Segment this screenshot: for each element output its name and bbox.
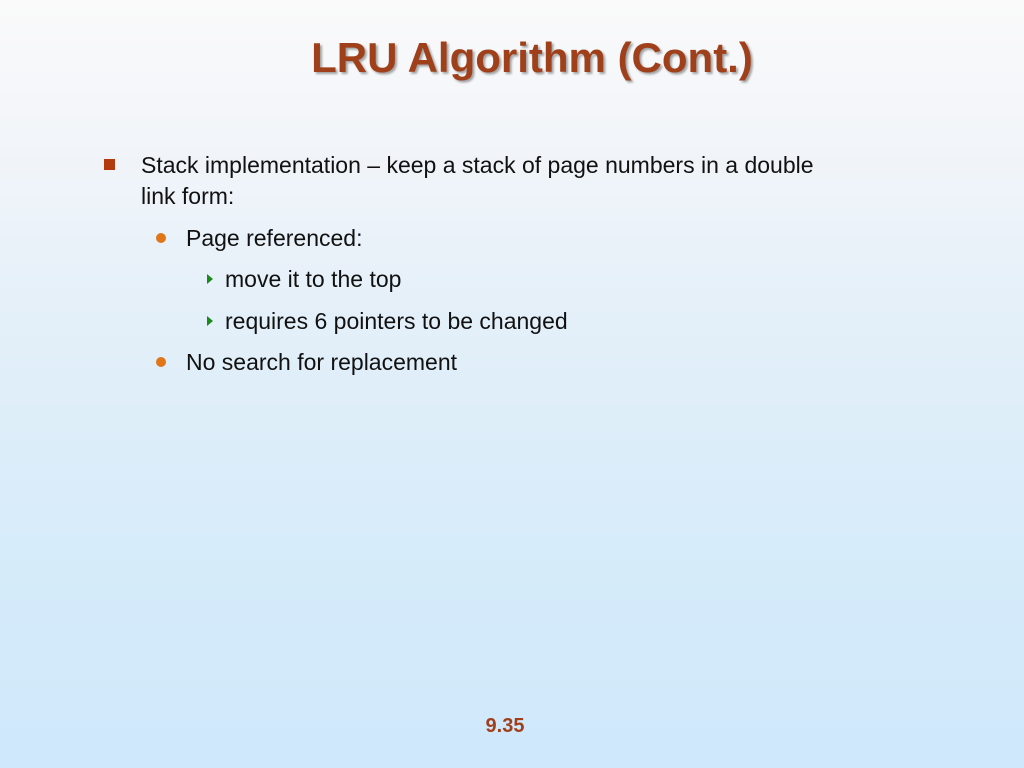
arrow-bullet-icon	[207, 274, 213, 284]
slide-title: LRU Algorithm (Cont.)	[311, 34, 753, 81]
circle-bullet-icon	[156, 233, 166, 243]
sub-bullet-text: Page referenced:	[186, 225, 363, 251]
arrow-bullet-icon	[207, 316, 213, 326]
sub-sub-bullet-text: requires 6 pointers to be changed	[225, 308, 568, 334]
sub-bullet-text: No search for replacement	[186, 349, 458, 375]
sub-sub-bullet-text: move it to the top	[225, 266, 402, 292]
page-number: 9.35	[485, 715, 525, 737]
bullet-text-line: link form:	[141, 183, 235, 209]
bullet-text-line: Stack implementation – keep a stack of page numbers in a double	[141, 152, 814, 178]
circle-bullet-icon	[156, 357, 166, 367]
square-bullet-icon	[104, 159, 115, 170]
